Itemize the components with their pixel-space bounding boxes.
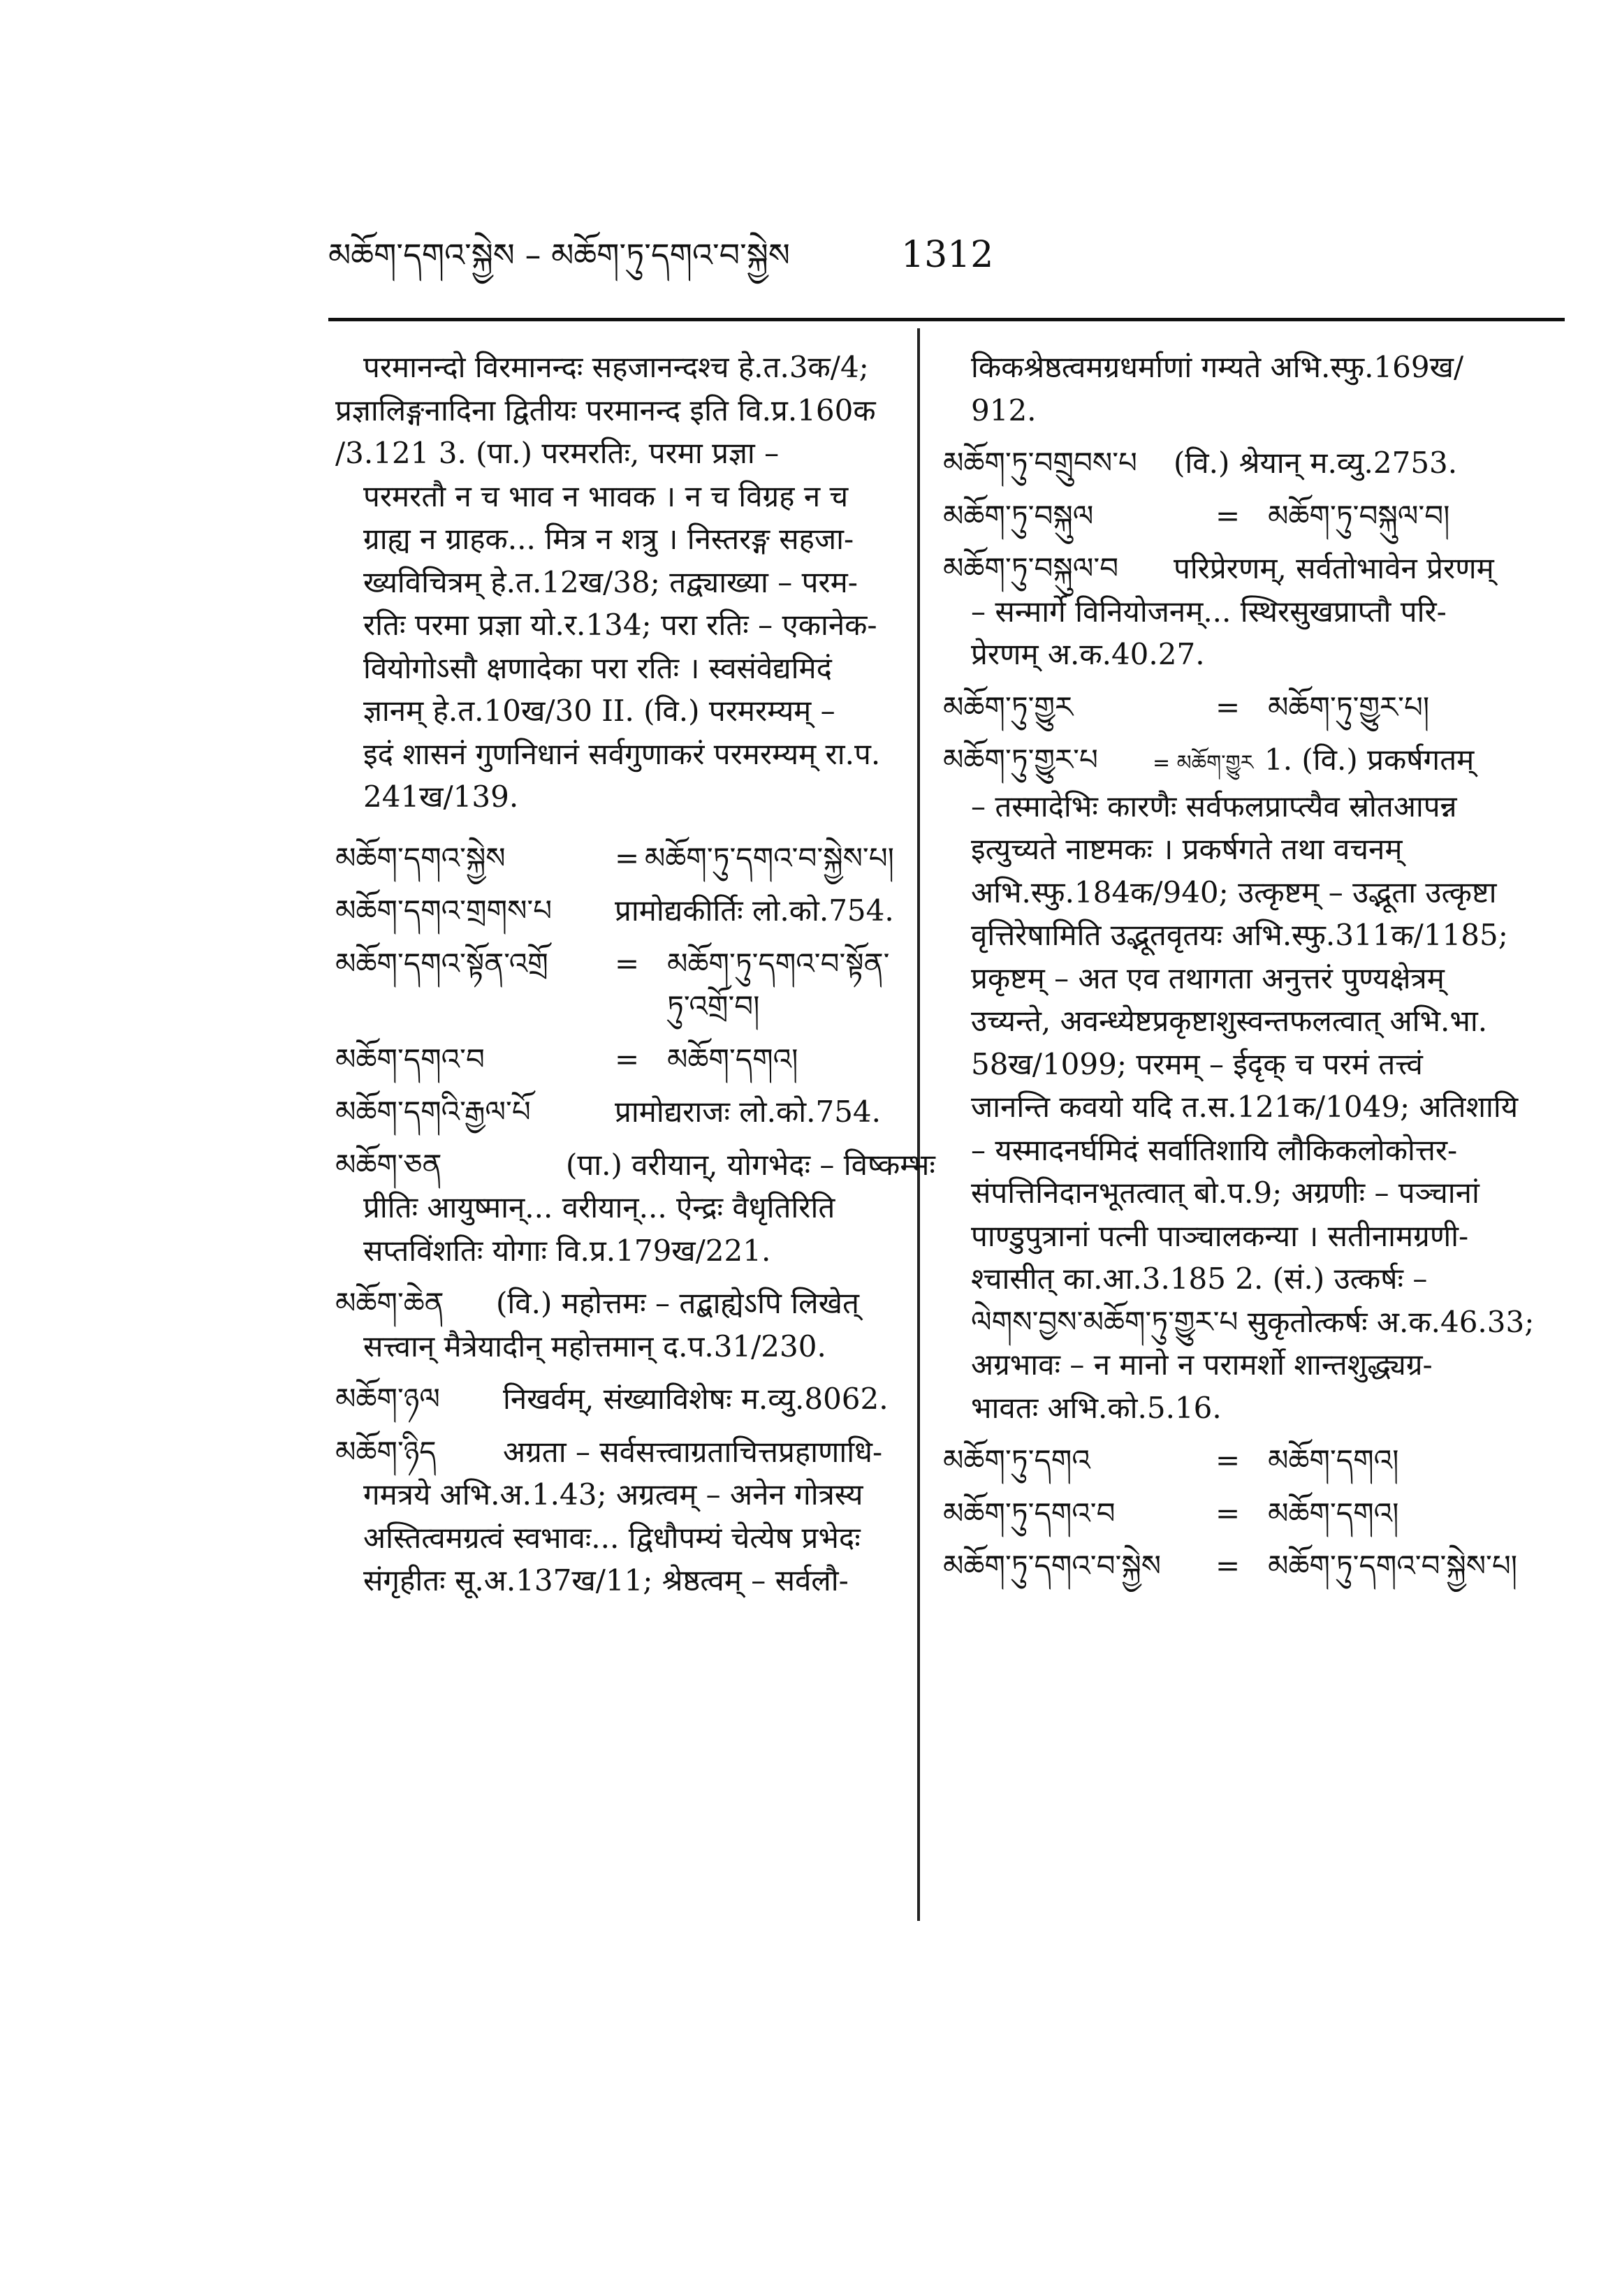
- entry-cross-reference: མཆོག་ཏུ་དགའ་བ་སྐྱེས་པ།: [644, 840, 894, 875]
- dictionary-entry: མཆོག་དགའ་བ = མཆོག་དགའ།: [335, 1038, 894, 1081]
- page-number: 1312: [901, 234, 994, 276]
- entry-cross-reference: མཆོག་དགའ།: [667, 1041, 798, 1076]
- header-rule: [328, 318, 1565, 321]
- entry-headword: མཆོག་ཏུ་བསྐུལ་བ: [943, 551, 1119, 585]
- dictionary-entry: [335, 889, 894, 933]
- entry-definition: अस्तित्वमग्रत्वं स्वभावः... द्विधौपम्यं चेत्येष प्रभेदः: [363, 1520, 861, 1555]
- running-header: མཆོག་དགའ་སྐྱེས – མཆོག་ཏུ་དགའ་བ་སྐྱེས: [328, 236, 790, 274]
- entry-definition: संगृहीतः सू.अ.137ख/11; श्रेष्ठत्वम् – सर्वलौ-: [363, 1563, 849, 1597]
- entry-headword: མཆོག་ཏུ་བགྲུབས་པ: [943, 446, 1137, 480]
- dictionary-entry: [335, 1377, 894, 1421]
- entry-definition: गमत्रये अभि.अ.1.43; अग्रत्वम् – अनेन गोत्रस्य: [363, 1477, 863, 1512]
- entry-headword: མཆོག་དགའ་སྐྱེས: [335, 840, 506, 875]
- dictionary-entry: མཆོག་དགའ་སྐྱེས = མཆོག་ཏུ་དགའ་བ་སྐྱེས་པ།: [335, 837, 894, 880]
- dictionary-entry: མཆོག་དགའ་སྟོན་འགྲོ = མཆོག་ཏུ་དགའ་བ་སྟོན་ ཏུ་འགྲོ་བ།: [335, 942, 894, 1028]
- entry-definition: अभि.स्फु.184क/940; उत्कृष्टम् – उद्भूता उत्कृष्टा: [971, 875, 1497, 909]
- entry-definition: प्रेरणम् अ.क.40.27.: [971, 637, 1205, 671]
- entry-headword: མཆོག་དགའ་གྲགས་པ: [335, 893, 553, 928]
- dictionary-entry: མཆོག་ཏུ་བསྐུལ = མཆོག་ཏུ་བསྐུལ་བ།: [943, 495, 1558, 538]
- entry-definition: इत्युच्यते नाष्टमकः । प्रकर्षगते तथा वचनम्: [971, 832, 1403, 866]
- entry-cross-reference: མཆོག་དགའ།: [1268, 1496, 1399, 1530]
- entry-cross-reference: མཆོག་ཏུ་བསྐུལ་བ།: [1268, 498, 1450, 533]
- entry-definition: सत्त्वान् मैत्रेयादीन् महोत्तमान् द.प.31/230.: [363, 1329, 826, 1363]
- entry-definition: (वि.) महोत्तमः – तद्बाह्येऽपि लिखेत्: [496, 1286, 859, 1320]
- entry-definition: ལེགས་བྱས་མཆོག་ཏུ་གྱུར་པ सुकृतोत्कर्षः अ.क.46.33;: [971, 1304, 1535, 1339]
- text-line: इदं शासनं गुणनिधानं सर्वगुणाकरं परमरम्यम् रा.प.: [363, 736, 881, 771]
- continuation-text: [943, 346, 1558, 432]
- entry-definition: – यस्मादनर्घमिदं सर्वातिशायि लौकिकलोकोत्तर-: [971, 1132, 1458, 1167]
- entry-synonym: = མཆོག་གྱུར: [1153, 751, 1254, 775]
- entry-definition: 1. (वि.) प्रकर्षगतम्: [1264, 743, 1475, 777]
- entry-headword: མཆོག་ཏུ་གྱུར: [943, 689, 1074, 724]
- entry-definition: (वि.) श्रेयान् म.व्यु.2753.: [1174, 446, 1458, 480]
- text-line: किकश्रेष्ठत्वमग्रधर्माणां गम्यते अभि.स्फु.169ख/: [971, 350, 1464, 384]
- entry-headword: མཆོག་དགའི་རྒྱལ་པོ: [335, 1095, 531, 1129]
- entry-definition: प्रीतिः आयुष्मान्... वरीयान्... ऐन्द्रः वैधृतिरिति: [363, 1190, 835, 1224]
- entry-definition: प्रकृष्टम् – अत एव तथागता अनुत्तरं पुण्यक्षेत्रम्: [971, 960, 1445, 995]
- entry-cross-reference: མཆོག་ཏུ་གྱུར་པ།: [1268, 689, 1430, 724]
- dictionary-entry: མཆོག་ཏུ་དགའ་བ་སྐྱེས = མཆོག་ཏུ་དགའ་བ་སྐྱེས་པ།: [943, 1544, 1558, 1588]
- entry-headword: མཆོག་དགའ་སྟོན་འགྲོ: [335, 946, 548, 981]
- text-line: /3.121 3. (पा.) परमरतिः, परमा प्रज्ञा –: [335, 436, 780, 470]
- entry-headword: མཆོག་ཏུ་དགའ་བ་སྐྱེས: [943, 1549, 1162, 1583]
- entry-headword: མཆོག་ཉལ: [335, 1382, 440, 1416]
- entry-definition: प्रामोद्यराजः लो.को.754.: [615, 1095, 881, 1129]
- text-line: ग्राह्य न ग्राहक... मित्र न शत्रु । निस्तरङ्ग सहजा-: [363, 522, 854, 556]
- text-line: परमानन्दो विरमानन्दः सहजानन्दश्च हे.त.3क/4;: [363, 350, 869, 384]
- entry-headword: མཆོག་ཏུ་བསྐུལ: [943, 498, 1094, 533]
- entry-definition: अग्रता – सर्वसत्त्वाग्रताचित्तप्रहाणाधि-: [503, 1434, 883, 1469]
- text-line: ज्ञानम् हे.त.10ख/30 II. (वि.) परमरम्यम् –: [363, 694, 835, 728]
- entry-definition: सप्तविंशतिः योगाः वि.प्र.179ख/221.: [363, 1233, 771, 1268]
- entry-definition: (पा.) वरीयान्, योगभेदः – विष्कम्भः: [566, 1147, 935, 1182]
- column-divider: [917, 328, 920, 1921]
- entry-cross-reference: མཆོག་ཏུ་དགའ་བ་སྐྱེས་པ།: [1268, 1549, 1518, 1583]
- entry-headword: མཆོག་དགའ་བ: [335, 1041, 485, 1076]
- text-line: प्रज्ञालिङ्गनादिना द्वितीयः परमानन्द इति वि.प्र.160क: [335, 393, 876, 427]
- entry-definition: वृत्तिरेषामिति उद्भूतवृतयः अभि.स्फु.311क/1185;: [971, 918, 1508, 952]
- dictionary-entry: [943, 441, 1558, 485]
- entry-definition: निखर्वम्, संख्याविशेषः म.व्यु.8062.: [503, 1382, 889, 1416]
- text-line: ख्यविचित्रम् हे.त.12ख/38; तद्व्याख्या – परम-: [363, 564, 858, 599]
- dictionary-entry: [335, 1143, 935, 1273]
- continuation-text: [335, 346, 894, 819]
- entry-headword: མཆོག་ཅན: [335, 1147, 442, 1182]
- entry-headword: མཆོག་ཏུ་གྱུར་པ: [943, 743, 1098, 777]
- dictionary-entry: [335, 1431, 894, 1602]
- entry-definition: परिप्रेरणम्, सर्वतोभावेन प्रेरणम्: [1174, 551, 1494, 585]
- text-line: रतिः परमा प्रज्ञा यो.र.134; परा रतिः – एकानेक-: [363, 608, 877, 642]
- entry-definition: जानन्ति कवयो यदि त.स.121क/1049; अतिशायि: [971, 1090, 1519, 1124]
- entry-cross-reference-cont: ཏུ་འགྲོ་བ།: [667, 989, 760, 1023]
- entry-definition: पाण्डुपुत्रानां पत्नी पाञ्चालकन्या । सतीनामग्रणी-: [971, 1218, 1469, 1253]
- dictionary-entry: མཆོག་ཏུ་དགའ་བ = མཆོག་དགའ།: [943, 1492, 1558, 1535]
- entry-definition: भावतः अभि.को.5.16.: [971, 1390, 1222, 1425]
- text-line: 912.: [971, 393, 1037, 427]
- entry-definition: 58ख/1099; परमम् – ईदृक् च परमं तत्त्वं: [971, 1046, 1423, 1081]
- entry-headword: མཆོག་ཏུ་དགའ་བ: [943, 1496, 1116, 1530]
- entry-definition: – तस्मादेभिः कारणैः सर्वफलप्राप्त्यैव स्रोतआपन्न: [971, 789, 1457, 824]
- entry-cross-reference: མཆོག་ཏུ་དགའ་བ་སྟོན་: [667, 946, 890, 981]
- right-column: [943, 346, 1558, 1588]
- entry-definition: श्चासीत् का.आ.3.185 2. (सं.) उत्कर्षः –: [971, 1262, 1428, 1296]
- dictionary-entry: [335, 1282, 894, 1368]
- dictionary-entry: མཆོག་ཏུ་དགའ = མཆོག་དགའ།: [943, 1439, 1558, 1482]
- dictionary-entry: མཆོག་ཏུ་གྱུར = མཆོག་ཏུ་གྱུར་པ།: [943, 686, 1558, 729]
- entry-definition: अग्रभावः – न मानो न परामर्शो शान्तशुद्ध्यग्र-: [971, 1347, 1433, 1382]
- entry-headword: མཆོག་ཉིད: [335, 1434, 437, 1469]
- dictionary-entry: [335, 1090, 894, 1134]
- entry-headword: མཆོག་ཆེན: [335, 1286, 444, 1320]
- entry-definition: संपत्तिनिदानभूतत्वात् बो.प.9; अग्रणीः – पञ्चानां: [971, 1176, 1479, 1210]
- dictionary-entry: [943, 547, 1558, 676]
- text-line: 241ख/139.: [363, 780, 519, 814]
- left-column: [335, 346, 935, 1602]
- entry-definition: प्रामोद्यकीर्तिः लो.को.754.: [615, 893, 894, 928]
- entry-headword: མཆོག་ཏུ་དགའ: [943, 1443, 1090, 1477]
- dictionary-entry: [943, 738, 1558, 1429]
- entry-cross-reference: མཆོག་དགའ།: [1268, 1443, 1399, 1477]
- entry-definition: – सन्मार्गे विनियोजनम्... स्थिरसुखप्राप्तौ परि-: [971, 594, 1447, 629]
- text-line: वियोगोऽसौ क्षणादेका परा रतिः । स्वसंवेद्यमिदं: [363, 650, 832, 685]
- entry-definition: उच्यन्ते, अवन्ध्येष्टप्रकृष्टाशुस्वन्तफलत्वात् अभि.भा.: [971, 1004, 1488, 1038]
- text-line: परमरतौ न च भाव न भावक । न च विग्रह न च: [363, 478, 849, 513]
